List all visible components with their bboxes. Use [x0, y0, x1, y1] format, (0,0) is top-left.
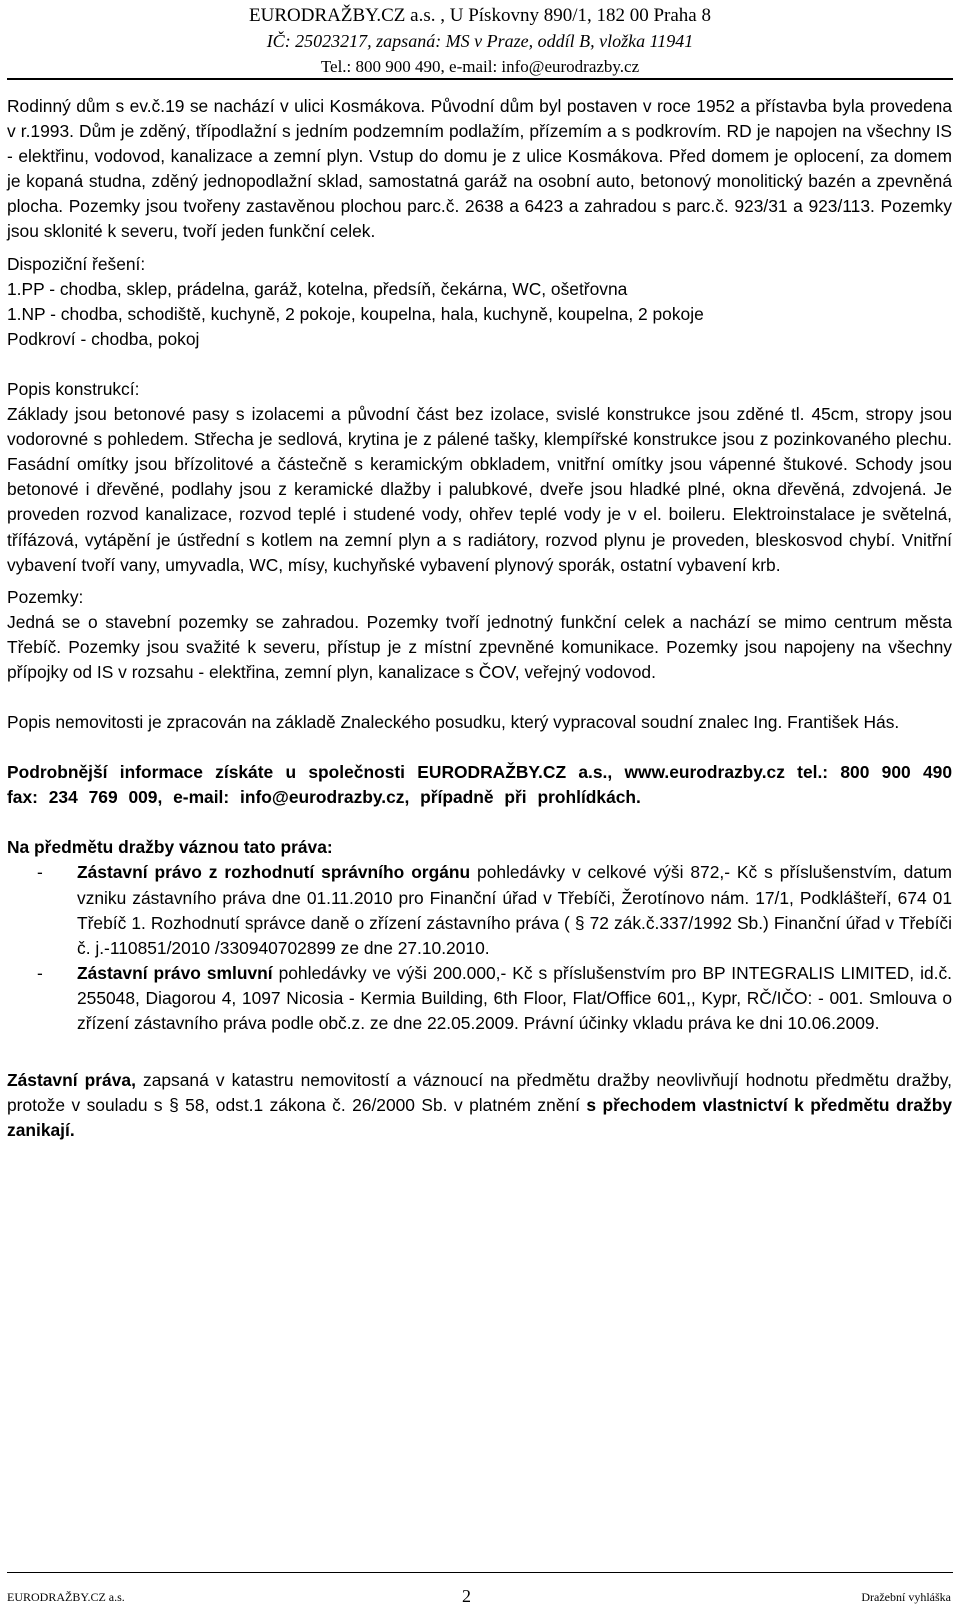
footer-company: EURODRAŽBY.CZ a.s.	[7, 1590, 125, 1604]
pledge-title: Zástavní práva,	[7, 1070, 136, 1091]
pledge-conclusion: s přechodem vlastnictví k předmětu dražby zanikají.	[7, 1095, 953, 1141]
page-footer	[0, 1572, 960, 1609]
right-title: Zástavní právo z rozhodnutí správního orgánu	[77, 862, 471, 883]
page-number: 2	[462, 1586, 471, 1606]
right-text: pohledávky v celkové výši 872,- Kč s příslušenstvím, datum vzniku zástavního práva dne 01.11.2010 pro Finanční úřad v Třebíči, Žerotínovo nám. 17/1, Podklášteří, 674 01 Třebíč 1. Rozhodnutí správce daně o zřízení zástavního práva ( § 72 zák.č.337/1992 Sb.) Finanční úřad v Třebíči č. j.-110851/2010 /330940702899 ze dne 27.10.2010.	[77, 862, 952, 958]
list-bullet: -	[37, 962, 43, 983]
pledge-statement	[7, 1068, 952, 1143]
page-header	[0, 0, 960, 76]
layout-attic: Podkroví - chodba, pokoj	[7, 328, 200, 349]
header-registration: IČ: 25023217, zapsaná: MS v Praze, oddíl B, vložka 11941	[266, 31, 694, 51]
footer-document-title: Dražební vyhláška	[861, 1590, 951, 1604]
land-label: Pozemky:	[7, 586, 84, 607]
list-bullet: -	[37, 862, 43, 883]
document-body	[7, 94, 952, 1143]
construction-label: Popis konstrukcí:	[7, 378, 140, 399]
layout-basement: 1.PP - chodba, sklep, prádelna, garáž, kotelna, předsíň, čekárna, WC, ošetřovna	[7, 278, 628, 299]
layout-label: Dispoziční řešení:	[7, 253, 146, 274]
header-contact: Tel.: 800 900 490, e-mail: info@eurodrazby.cz	[320, 57, 640, 76]
right-item-contractual-lien	[7, 961, 952, 1036]
pledge-text: zapsaná v katastru nemovitostí a váznoucí na předmětu dražby neovlivňují hodnotu předmětu dražby, protože v souladu s § 58, odst.1 zákona č. 26/2000 Sb. v platném znění	[7, 1070, 952, 1116]
property-description: Rodinný dům s ev.č.19 se nachází v ulici Kosmákova. Původní dům byl postaven v roce 1952 a přístavba byla provedena v r.1993. Dům je zděný, třípodlažní s jedním podzemním podlažím, přízemím a s podkrovím. RD je napojen na všechny IS - elektřinu, vodovod, kanalizace a zemní plyn. Vstup do domu je z ulice Kosmákova. Před domem je oplocení, za domem je kopaná studna, zděný jednopodlažní sklad, samostatná garáž na osobní auto, betonový monolitický bazén a zpevněná plocha. Pozemky jsou tvořeny zastavěnou plochou parc.č. 2638 a 6423 a zahradou s parc.č. 923/31 a 923/113. Pozemky jsou sklonité k severu, tvoří jeden funkční celek.	[7, 96, 952, 242]
footer-divider	[7, 1572, 953, 1573]
appraisal-note: Popis nemovitosti je zpracován na základě Znaleckého posudku, který vypracoval soudní znalec Ing. František Hás.	[7, 712, 900, 733]
construction-description: Základy jsou betonové pasy s izolacemi a původní část bez izolace, svislé konstrukce jsou zděné tl. 45cm, stropy jsou vodorovné s pohledem. Střecha je sedlová, krytina je z pálené tašky, klempířské konstrukce jsou z pozinkovaného plechu. Fasádní omítky jsou břízolitové a částečně s keramickým obkladem, vnitřní omítky jsou vápenné štukové. Schody jsou betonové i dřevěné, podlahy jsou z keramické dlažby i palubkové, dveře jsou hladké plné, okna dřevěná, zdvojená. Je proveden rozvod kanalizace, rozvod teplé i studené vody, ohřev teplé vody je v el. boileru. Elektroinstalace je světelná, třífázová, vytápění je ústřední s kotlem na zemní plyn a s radiátory, rozvod plynu je proveden, bleskosvod chybí. Vnitřní vybavení tvoří vany, umyvadla, WC, mísy, kuchyňské vybavení plynový sporák, ostatní vybavení krb.	[7, 404, 952, 575]
header-company-address: EURODRAŽBY.CZ a.s. , U Pískovny 890/1, 182 00 Praha 8	[249, 5, 711, 26]
right-title: Zástavní právo smluvní	[77, 962, 273, 983]
right-text: pohledávky ve výši 200.000,- Kč s příslušenstvím pro BP INTEGRALIS LIMITED, id.č. 255048, Diagorou 4, 1097 Nicosia - Kermia Building, 6th Floor, Flat/Office 601,, Kypr, RČ/IČO: - 001. Smlouva o zřízení zástavního práva podle obč.z. ze dne 22.05.2009. Právní účinky vkladu práva ke dni 10.06.2009.	[77, 962, 952, 1033]
right-item-administrative-lien	[7, 860, 952, 960]
layout-ground-floor: 1.NP - chodba, schodiště, kuchyně, 2 pokoje, koupelna, hala, kuchyně, koupelna, 2 pokoje	[7, 303, 704, 324]
rights-heading: Na předmětu dražby váznou tato práva:	[7, 837, 333, 858]
contact-info: Podrobnější informace získáte u společnosti EURODRAŽBY.CZ a.s., www.eurodrazby.cz tel.: 800 900 490 fax: 234 769 009, e-mail: info@eurodrazby.cz, případně při prohlídkách.	[7, 762, 952, 808]
header-divider	[7, 78, 953, 80]
land-description: Jedná se o stavební pozemky se zahradou. Pozemky tvoří jednotný funkční celek a nachází se mimo centrum města Třebíč. Pozemky jsou svažité k severu, přístup je z místní zpevněné komunikace. Pozemky jsou napojeny na všechny přípojky od IS v rozsahu - elektřina, zemní plyn, kanalizace s ČOV, veřejný vodovod.	[7, 611, 952, 682]
